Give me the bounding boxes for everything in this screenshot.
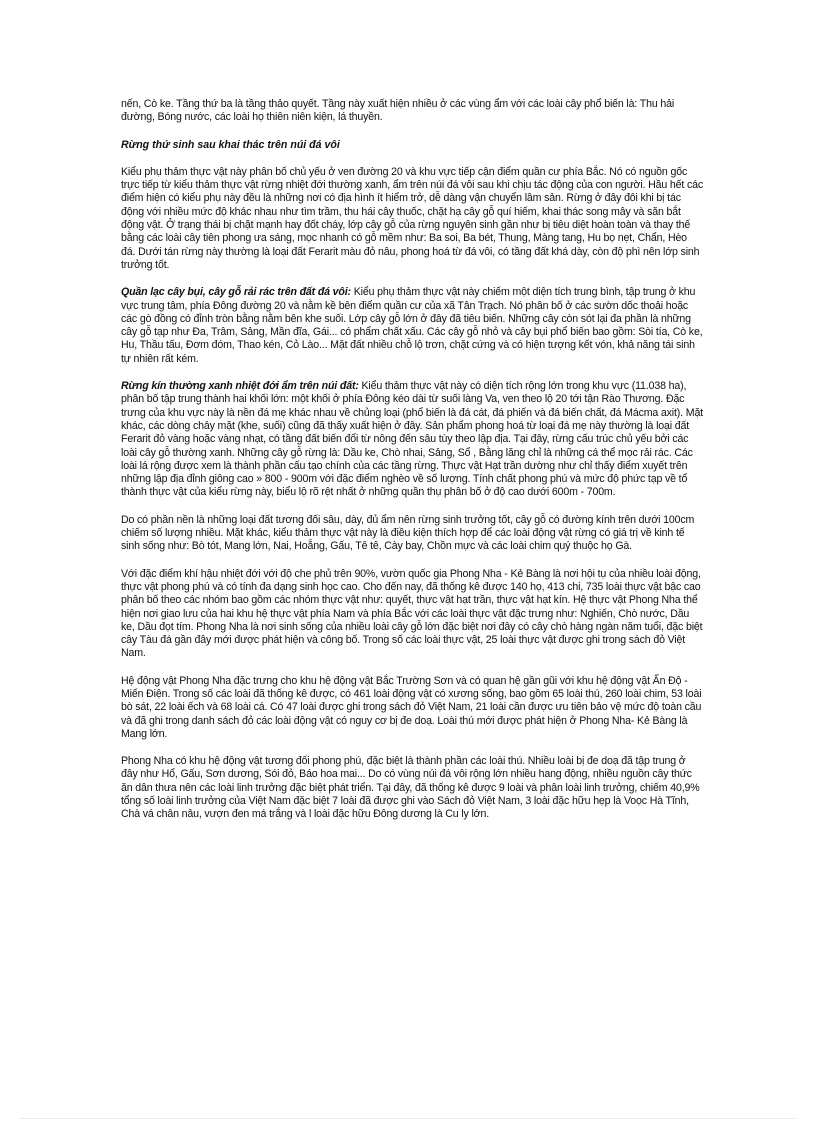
shrub-community-text: Kiểu phụ thảm thực vật này chiếm một diện tích trung bình, tập trung ở khu vực trung tâm, phía Đông đường 20 và nằm kề bên điểm quần cư của xã Tân Trạch. Nó phân bố ở các sườn dốc thoải hoặc các gò đồng có đỉnh tròn bằng nằm bên khe suối. Lớp cây gỗ lớn ở đây đã tiêu biến. Những cây còn sót lại đa phần là những cây gỗ tạp như Đa, Trâm, Sảng, Mần đĩa, Gái... có phẩm chất xấu. Các cây gỗ nhỏ và cây bụi phổ biến bao gồm: Sòi tía, Cò ke, Hu, Thầu tấu, Đơm đóm, Thao kén, Cỏ Lào... Mặt đất nhiều chỗ lộ trơn, chặt cứng và có hiện tượng kết vón, khả năng tái sinh tự nhiên rất kém.: [121, 286, 703, 365]
section-heading-secondary-forest: Rừng thứ sinh sau khai thác trên núi đá vôi: [121, 138, 340, 151]
paragraph-flora: Với đặc điểm khí hậu nhiệt đới với độ che phủ trên 90%, vườn quốc gia Phong Nha - Kẻ Bàng là nơi hội tụ của nhiều loài động, thực vật phong phú và có tính đa dạng sinh học cao. Cho đến nay, đã thống kê được 140 họ, 413 chi, 735 loài thực vật bậc cao phân bố theo các nhóm bao gồm các nhóm thực vật như: quyết, thực vật hạt trần, thực vật hạt kín. Hệ thực vật Phong Nha thể hiện nơi giao lưu của hai khu hệ thực vật phía Nam và phía Bắc với các loài thực vật đặc trưng như: Nghiến, Chò nước, Dầu ke, Dầu đọt tím. Phong Nha là nơi sinh sống của nhiều loài cây gỗ lớn đặc biệt nơi đây có cây chò hàng ngàn năm tuổi, đặc biệt cây Tàu đá gần đây mới được phát hiện và công bố. Trong số các loài thực vật, 25 loài thực vật được ghi trong sách đỏ Việt Nam.: [121, 567, 703, 660]
paragraph-secondary-forest: Kiểu phụ thảm thực vật này phân bố chủ yếu ở ven đường 20 và khu vực tiếp cận điểm quần cư phía Bắc. Nó có nguồn gốc trực tiếp từ kiểu thảm thực vật rừng nhiệt đới thường xanh, ẩm trên núi đá vôi sau khi chịu tác động của con người. Hầu hết các điểm hiện có kiểu phụ này đều là những nơi có địa hình ít hiểm trở, dễ dàng vận chuyển lâm sản. Rừng ở đây đôi khi bị tác động với nhiều mức độ khác nhau như tìm trầm, thu hái cây thuốc, chặt hạ cây gỗ quí hiếm, khai thác song mây và săn bắt động vật. Ở trạng thái bị chặt mạnh hay đốt cháy, lớp cây gỗ của rừng nguyên sinh gần như bị tiêu diệt hoàn toàn và thay thế bằng các loài cây tiên phong ưa sáng, mọc nhanh có gỗ mềm như: Ba soi, Ba bét, Thung, Màng tang, Hu bọ nẹt, Chẩn, Hèo đá. Dưới tán rừng này thường là loại đất Ferarit màu đỏ nâu, phong hoá từ đá vôi, có tầng đất khá dày, còn độ phì nên lớp sinh trưởng tốt.: [121, 165, 703, 271]
document-body: [121, 98, 703, 836]
page-bottom-divider: [20, 1118, 796, 1119]
paragraph-soil-wildlife: Do có phần nền là những loại đất tương đối sâu, dày, đủ ẩm nên rừng sinh trưởng tốt, cây gỗ có đường kính trên dưới 100cm chiếm số lượng nhiều. Mặt khác, kiểu thảm thực vật này là điều kiện thích hợp để các loài động vật rừng có giá trị về kinh tế sinh sống như: Bò tót, Mang lớn, Nai, Hoẵng, Gấu, Tê tê, Cày bay, Chồn mực và các loài chim quý thuộc họ Gà.: [121, 513, 695, 553]
paragraph-fauna: Hệ động vật Phong Nha đặc trưng cho khu hệ động vật Bắc Trường Sơn và có quan hệ gần gũi với khu hệ động vật Ấn Độ - Miến Điện. Trong số các loài đã thống kê được, có 461 loài động vật có xương sống, bao gồm 65 loài thú, 260 loài chim, 53 loài bò sát, 22 loài ếch và 68 loài cá. Có 47 loài được ghi trong sách đỏ Việt Nam, 21 loài cần được ưu tiên bảo vệ mức độ toàn cầu và đã ghi trong danh sách đỏ các loài động vật có nguy cơ bị đe doạ. Loài thú mới được phát hiện ở Phong Nha- Kẻ Bàng là Mang lớn.: [121, 674, 702, 740]
evergreen-forest-text: Kiểu thảm thực vật này có diện tích rộng lớn trong khu vực (11.038 ha), phân bố tập trung thành hai khối lớn: một khối ở phía Đông kéo dài từ suối làng Va, ven theo lộ 20 tới tận Rào Thương. Đặc trưng của khu vực này là nền đá mẹ khác nhau về chủng loại (phổ biến là đá cát, đá phiến và đá biến chất, đá Mácma axit). Mặt khác, các dòng chảy mặt (khe, suối) cũng đã thấy xuất hiện ở đây. Sản phẩm phong hoá từ loại đá mẹ này thường là loại đất Ferarit đỏ vàng hoặc vàng nhạt, có tầng đất biến đổi từ nông đến sâu tùy theo lập địa. Tại đây, rừng cấu trúc chủ yếu bởi các loài cây gỗ thường xanh. Những cây gỗ rừng là: Dầu ke, Chò nhai, Sảng, Sổ , Bằng lăng chỉ là những cá thể mọc rải rác. Các loài lá rộng được xem là thành phần cấu tạo chính của các tầng rừng. Thực vật Hạt trần dường như chỉ thấy điểm xuyết trên những lập địa đỉnh giông cao » 800 - 900m với đặc điểm nghèo về số lượng. Tính chất phong phú và mức độ phức tạp về tổ thành thực vật của kiểu rừng này, biểu lộ rõ rệt nhất ở những quần thụ phân bố ở độ cao dưới 600m - 700m.: [121, 380, 703, 499]
evergreen-forest-lead: Rừng kín thường xanh nhiệt đới ẩm trên núi đất:: [121, 380, 359, 393]
paragraph-shrub-community: [121, 286, 703, 366]
shrub-community-lead: Quần lạc cây bụi, cây gỗ rải rác trên đất đá vôi:: [121, 286, 351, 299]
paragraph-continuation: nến, Cò ke. Tầng thứ ba là tầng thảo quyết. Tầng này xuất hiện nhiều ở các vùng ẩm với các loài cây phổ biến là: Thu hải đường, Bóng nước, các loài họ thiên niên kiện, lá thuyền.: [121, 98, 675, 124]
paragraph-evergreen-forest: [121, 380, 703, 500]
paragraph-primates: Phong Nha có khu hệ động vật tương đối phong phú, đặc biệt là thành phần các loài thú. Nhiều loài bị đe doạ đã tập trung ở đây như Hổ, Gấu, Sơn dương, Sói đỏ, Báo hoa mai... Do có vùng núi đá vôi rộng lớn nhiều hang động, nhiều nguồn cây thức ăn dân thưa nên các loài linh trưởng đặc biệt phát triển. Tại đây, đã thống kê được 9 loài và phân loài linh trưởng, chiếm 40,9% tổng số loài linh trưởng của Việt Nam đặc biệt 7 loài đã được ghi vào Sách đỏ Việt Nam, 3 loài đặc hữu hẹp là Voọc Hà Tĩnh, Chà vá chân nâu, vượn đen má trắng và l loài đặc hữu Đông dương là Cu ly lớn.: [121, 755, 700, 821]
